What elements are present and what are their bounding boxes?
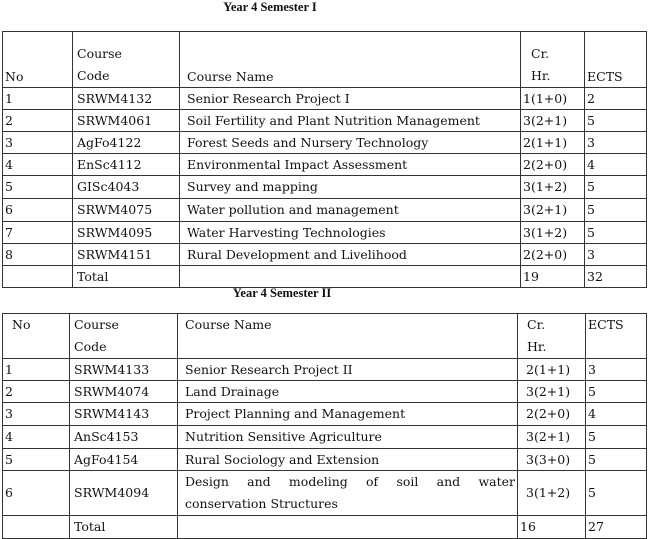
semester-2-table bbox=[2, 313, 647, 539]
table-row bbox=[3, 176, 647, 199]
table-row bbox=[3, 244, 647, 266]
cell-credit: 2(1+1) bbox=[521, 132, 585, 154]
cell-name: Rural Sociology and Extension bbox=[178, 449, 518, 471]
cell-name bbox=[178, 516, 518, 539]
total-row bbox=[3, 266, 647, 288]
cell-code: SRWM4151 bbox=[73, 244, 180, 266]
cell-code: SRWM4143 bbox=[70, 403, 178, 426]
cell-ects: 5 bbox=[586, 381, 647, 403]
cell-code: AgFo4122 bbox=[73, 132, 180, 154]
cell-credit: 3(1+2) bbox=[521, 176, 585, 199]
cell-name: Land Drainage bbox=[178, 381, 518, 403]
cell-code: SRWM4132 bbox=[73, 88, 180, 110]
cell-no: 7 bbox=[3, 222, 73, 244]
cell-name: Water pollution and management bbox=[180, 199, 521, 222]
cell-ects: 4 bbox=[585, 154, 647, 176]
cell-ects: 2 bbox=[585, 88, 647, 110]
header-no: No bbox=[3, 314, 70, 359]
header-credit-hours: Cr. Hr. bbox=[518, 314, 586, 359]
cell-no: 8 bbox=[3, 244, 73, 266]
total-label: Total bbox=[70, 516, 178, 539]
cell-credit: 3(2+1) bbox=[518, 426, 586, 449]
cell-no: 2 bbox=[3, 381, 70, 403]
table-row bbox=[3, 381, 647, 403]
semester-1-title: Year 4 Semester I bbox=[223, 0, 317, 14]
cell-code: GISc4043 bbox=[73, 176, 180, 199]
table-row bbox=[3, 449, 647, 471]
cell-credit: 3(3+0) bbox=[518, 449, 586, 471]
cell-no bbox=[3, 266, 73, 288]
cell-code: EnSc4112 bbox=[73, 154, 180, 176]
cell-ects: 5 bbox=[586, 471, 647, 516]
cell-credit: 3(2+1) bbox=[521, 110, 585, 132]
semester-2-title: Year 4 Semester II bbox=[232, 286, 332, 300]
cell-no: 3 bbox=[3, 132, 73, 154]
cell-code: AnSc4153 bbox=[70, 426, 178, 449]
cell-name: Project Planning and Management bbox=[178, 403, 518, 426]
cell-ects: 4 bbox=[586, 403, 647, 426]
cell-no: 5 bbox=[3, 176, 73, 199]
cell-name: Survey and mapping bbox=[180, 176, 521, 199]
cell-credit: 3(2+1) bbox=[518, 381, 586, 403]
total-ects: 27 bbox=[586, 516, 647, 539]
cell-name: Soil Fertility and Plant Nutrition Management bbox=[180, 110, 521, 132]
cell-credit: 2(2+0) bbox=[521, 154, 585, 176]
cell-credit: 3(1+2) bbox=[521, 222, 585, 244]
cell-credit: 3(2+1) bbox=[521, 199, 585, 222]
header-no: No bbox=[3, 32, 73, 88]
total-ects: 32 bbox=[585, 266, 647, 288]
table-header-row bbox=[3, 32, 647, 88]
semester-1-table bbox=[2, 31, 647, 288]
header-course-code: Course Code bbox=[70, 314, 178, 359]
cell-no: 5 bbox=[3, 449, 70, 471]
cell-credit: 2(2+0) bbox=[518, 403, 586, 426]
cell-name bbox=[178, 471, 518, 516]
table-row bbox=[3, 471, 647, 516]
cell-no: 3 bbox=[3, 403, 70, 426]
header-ects: ECTS bbox=[585, 32, 647, 88]
cell-name: Nutrition Sensitive Agriculture bbox=[178, 426, 518, 449]
cell-no: 4 bbox=[3, 426, 70, 449]
cell-ects: 5 bbox=[585, 199, 647, 222]
cell-name-line-2: conservation Structures bbox=[185, 496, 338, 511]
cell-code: SRWM4094 bbox=[70, 471, 178, 516]
cell-credit: 3(1+2) bbox=[518, 471, 586, 516]
table-row bbox=[3, 132, 647, 154]
cell-ects: 3 bbox=[586, 359, 647, 381]
cell-name: Senior Research Project I bbox=[180, 88, 521, 110]
header-course-name: Course Name bbox=[178, 314, 518, 359]
cell-code: AgFo4154 bbox=[70, 449, 178, 471]
cell-code: SRWM4074 bbox=[70, 381, 178, 403]
cell-code: SRWM4061 bbox=[73, 110, 180, 132]
cell-credit: 2(1+1) bbox=[518, 359, 586, 381]
cell-name: Rural Development and Livelihood bbox=[180, 244, 521, 266]
cell-name: Water Harvesting Technologies bbox=[180, 222, 521, 244]
header-course-name: Course Name bbox=[180, 32, 521, 88]
table-header-row bbox=[3, 314, 647, 359]
cell-name: Senior Research Project II bbox=[178, 359, 518, 381]
cell-no: 4 bbox=[3, 154, 73, 176]
cell-code: SRWM4075 bbox=[73, 199, 180, 222]
cell-code: SRWM4133 bbox=[70, 359, 178, 381]
cell-ects: 5 bbox=[585, 176, 647, 199]
total-credit: 16 bbox=[518, 516, 586, 539]
table-row bbox=[3, 359, 647, 381]
cell-no: 1 bbox=[3, 88, 73, 110]
cell-credit: 2(2+0) bbox=[521, 244, 585, 266]
cell-no: 2 bbox=[3, 110, 73, 132]
cell-ects: 5 bbox=[586, 449, 647, 471]
table-row bbox=[3, 222, 647, 244]
total-row bbox=[3, 516, 647, 539]
cell-credit: 1(1+0) bbox=[521, 88, 585, 110]
cell-code: SRWM4095 bbox=[73, 222, 180, 244]
total-label: Total bbox=[73, 266, 180, 288]
header-credit-hours: Cr. Hr. bbox=[521, 32, 585, 88]
table-row bbox=[3, 88, 647, 110]
cell-name bbox=[180, 266, 521, 288]
header-ects: ECTS bbox=[586, 314, 647, 359]
cell-no bbox=[3, 516, 70, 539]
table-row bbox=[3, 403, 647, 426]
cell-ects: 3 bbox=[585, 132, 647, 154]
table-row bbox=[3, 154, 647, 176]
cell-no: 6 bbox=[3, 199, 73, 222]
table-row bbox=[3, 110, 647, 132]
cell-name: Forest Seeds and Nursery Technology bbox=[180, 132, 521, 154]
cell-ects: 5 bbox=[585, 222, 647, 244]
table-row bbox=[3, 426, 647, 449]
total-credit: 19 bbox=[521, 266, 585, 288]
cell-ects: 5 bbox=[585, 110, 647, 132]
header-course-code: Course Code bbox=[73, 32, 180, 88]
cell-no: 6 bbox=[3, 471, 70, 516]
table-row bbox=[3, 199, 647, 222]
cell-name-line-1: Design and modeling of soil and water bbox=[185, 474, 515, 489]
cell-ects: 5 bbox=[586, 426, 647, 449]
cell-no: 1 bbox=[3, 359, 70, 381]
cell-ects: 3 bbox=[585, 244, 647, 266]
cell-name: Environmental Impact Assessment bbox=[180, 154, 521, 176]
